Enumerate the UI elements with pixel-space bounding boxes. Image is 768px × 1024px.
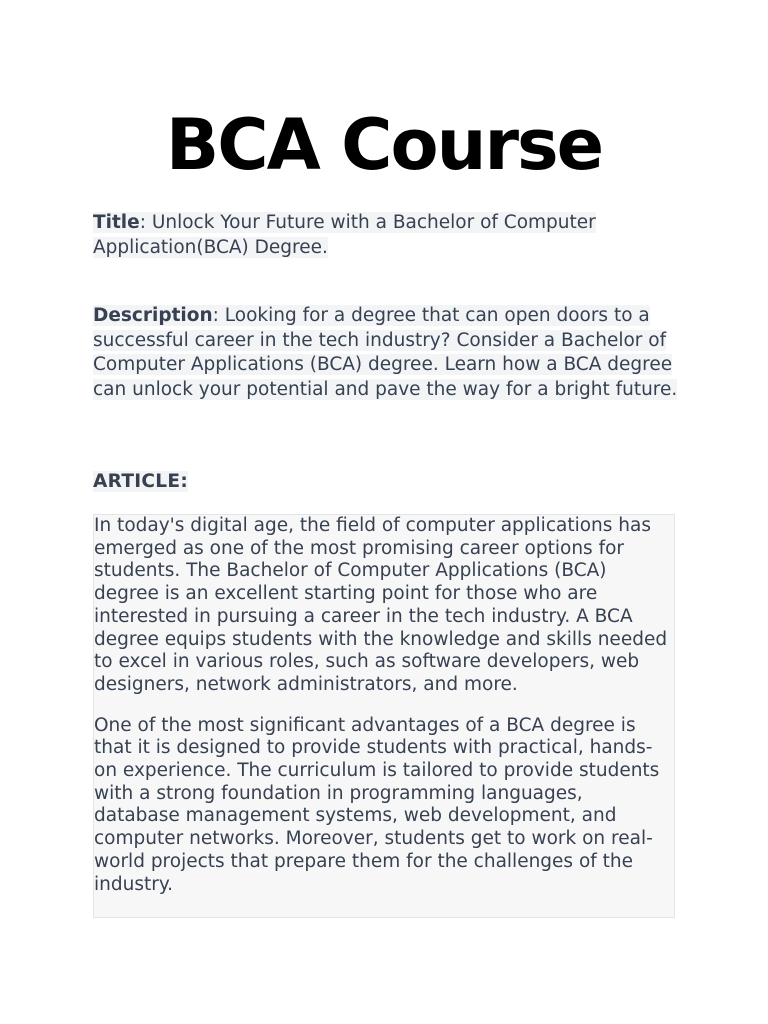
title-paragraph (93, 211, 678, 260)
article-paragraph-1: In today's digital age, the field of computer applications has emerged as one of the most promising career options for students. The Bachelor of Computer Applications (BCA) degree is an excellent starting point for those who are interested in pursuing a career in the tech industry. A BCA degree equips students with the knowledge and skills needed to excel in various roles, such as software developers, web designers, network administrators, and more. (94, 515, 668, 695)
title-text: : Unlock Your Future with a Bachelor of Computer Application(BCA) Degree. (93, 212, 596, 258)
article-body (93, 514, 675, 918)
description-paragraph (93, 304, 678, 402)
article-heading (93, 470, 188, 495)
description-label: Description (93, 305, 213, 326)
article-paragraph-2: One of the most significant advantages of a BCA degree is that it is designed to provide students with practical, hands-on experience. The curriculum is tailored to provide students with a strong foundation in programming languages, database management systems, web development, and computer networks. Moreover, students get to work on real-world projects that prepare them for the challenges of the industry. (94, 714, 660, 895)
article-label: ARTICLE: (93, 471, 189, 492)
document-heading: BCA Course (165, 104, 603, 186)
title-label: Title (93, 212, 140, 233)
description-text: : Looking for a degree that can open doors to a successful career in the tech industry? Consider a Bachelor of Computer Applications (BCA) degree. Learn how a BCA degree can unlock your potential and pave the way for a bright future. (93, 305, 678, 400)
